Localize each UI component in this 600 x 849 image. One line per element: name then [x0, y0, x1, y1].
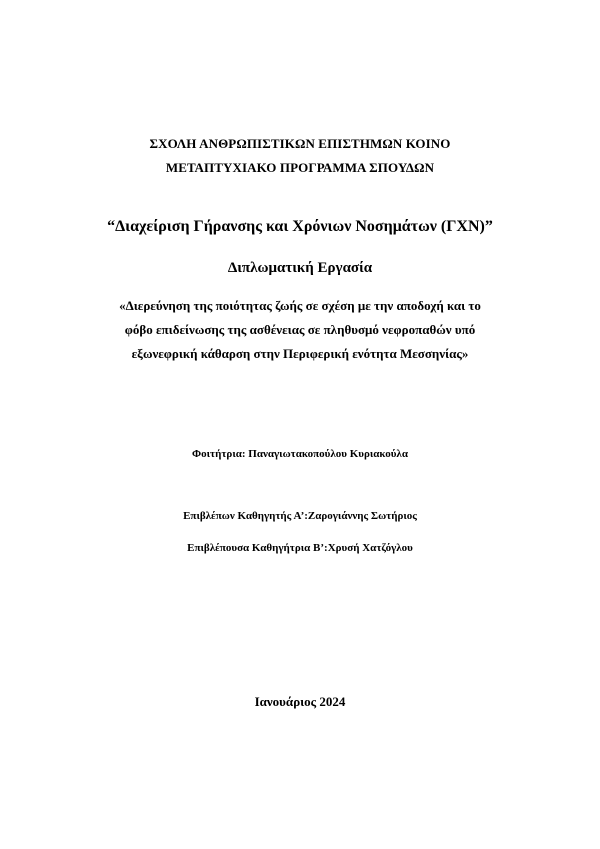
- program-name: “Διαχείριση Γήρανσης και Χρόνιων Νοσημάτων (ΓΧΝ)”: [107, 218, 493, 235]
- supervisor-b: Επιβλέπουσα Καθηγήτρια Β’:Χρυσή Χατζόγλου: [187, 542, 413, 554]
- thesis-title-line-1: «Διερεύνηση της ποιότητας ζωής σε σχέση με την αποδοχή και το: [119, 298, 481, 313]
- date: Ιανουάριος 2024: [254, 694, 346, 709]
- thesis-title-line-3: εξωνεφρική κάθαρση στην Περιφερική ενότητα Μεσσηνίας»: [131, 346, 469, 361]
- thesis-type: Διπλωματική Εργασία: [227, 260, 373, 276]
- school-name-line-2: ΜΕΤΑΠΤΥΧΙΑΚΟ ΠΡΟΓΡΑΜΜΑ ΣΠΟΥΔΩΝ: [165, 160, 435, 175]
- thesis-title-line-2: φόβο επιδείνωσης της ασθένειας σε πληθυσμό νεφροπαθών υπό: [124, 322, 476, 337]
- student-name: Φοιτήτρια: Παναγιωτακοπούλου Κυριακούλα: [192, 448, 408, 460]
- supervisor-a: Επιβλέπων Καθηγητής Α’:Ζαρογιάννης Σωτήριος: [183, 510, 417, 522]
- school-name-line-1: ΣΧΟΛΗ ΑΝΘΡΩΠΙΣΤΙΚΩΝ ΕΠΙΣΤΗΜΩΝ ΚΟΙΝΟ: [149, 136, 451, 151]
